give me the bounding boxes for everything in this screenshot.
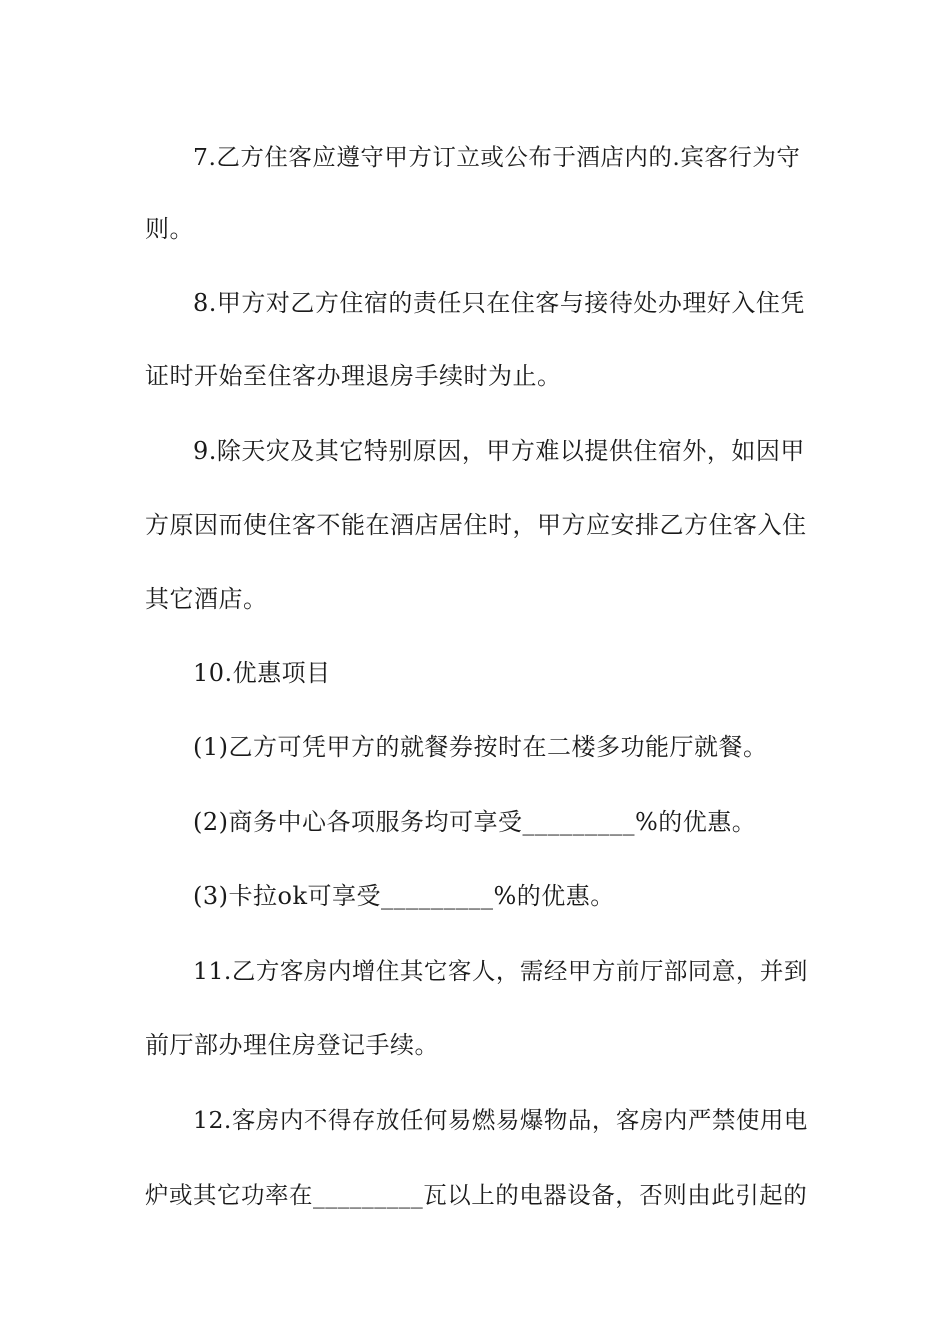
paragraph-11-line-1: 11.乙方客房内增住其它客人，需经甲方前厅部同意，并到 — [193, 957, 808, 985]
paragraph-9-line-3: 其它酒店。 — [145, 585, 268, 613]
paragraph-9-line-2: 方原因而使住客不能在酒店居住时，甲方应安排乙方住客入住 — [145, 511, 807, 539]
item-1: (1)乙方可凭甲方的就餐券按时在二楼多功能厅就餐。 — [193, 733, 768, 761]
paragraph-8-line-2: 证时开始至住客办理退房手续时为止。 — [145, 362, 562, 390]
paragraph-12-line-1: 12.客房内不得存放任何易燃易爆物品，客房内严禁使用电 — [193, 1106, 808, 1134]
paragraph-12-line-2: 炉或其它功率在_________瓦以上的电器设备，否则由此引起的 — [145, 1181, 808, 1209]
paragraph-10-heading: 10.优惠项目 — [193, 659, 331, 687]
paragraph-7-line-2: 则。 — [145, 215, 194, 243]
paragraph-11-line-2: 前厅部办理住房登记手续。 — [145, 1031, 439, 1059]
paragraph-7-line-1: 7.乙方住客应遵守甲方订立或公布于酒店内的.宾客行为守 — [193, 143, 801, 171]
paragraph-8-line-1: 8.甲方对乙方住宿的责任只在住客与接待处办理好入住凭 — [193, 289, 805, 317]
item-2: (2)商务中心各项服务均可享受_________%的优惠。 — [193, 808, 757, 836]
item-3: (3)卡拉ok可享受_________%的优惠。 — [193, 882, 615, 910]
paragraph-9-line-1: 9.除天灾及其它特别原因，甲方难以提供住宿外，如因甲 — [193, 437, 805, 465]
